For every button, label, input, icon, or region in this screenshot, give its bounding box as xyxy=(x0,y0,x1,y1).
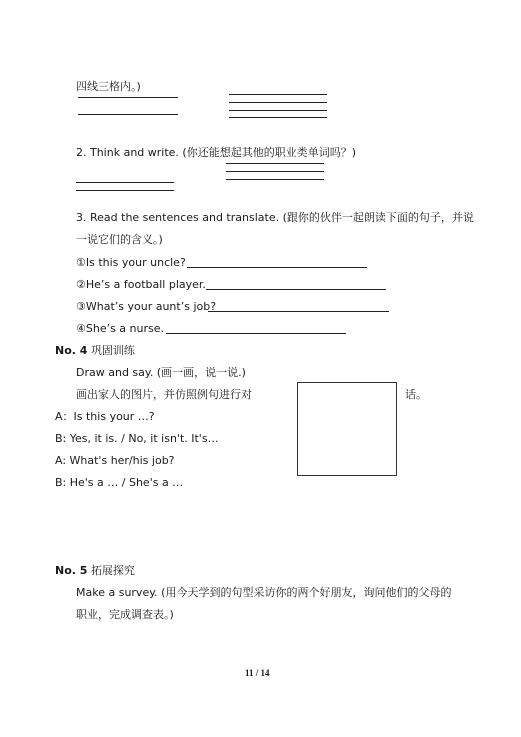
section-2-heading: 2. Think and write. (你还能想起其他的职业类单词吗？) xyxy=(76,146,356,159)
page-number: 11 / 14 xyxy=(245,668,270,678)
sentence-3: ③What’s your aunt’s job? xyxy=(76,300,217,313)
translation-line-3[interactable] xyxy=(208,311,389,312)
answer-line xyxy=(78,97,178,98)
no4-instruction: Draw and say. (画一画，说一说.) xyxy=(76,366,246,379)
sentence-2: ②He’s a football player. xyxy=(76,278,206,291)
answer-line xyxy=(76,182,174,183)
four-line-grid-line xyxy=(229,94,327,95)
sentence-1: ①Is this your uncle? xyxy=(76,256,186,269)
section-3-heading: 3. Read the sentences and translate. (跟你的伙伴一起朗读下面的句子，并说 xyxy=(76,211,474,224)
translation-line-4[interactable] xyxy=(166,333,346,334)
no5-instruction-continued: 职业，完成调查表。) xyxy=(76,608,174,621)
dialogue-line-3: A: What's her/his job? xyxy=(55,454,175,467)
answer-line xyxy=(76,190,174,191)
section-number: No. 5 xyxy=(55,564,88,577)
section-title: 拓展探究 xyxy=(90,564,135,577)
four-line-grid-line xyxy=(229,102,327,103)
no4-description-end: 话。 xyxy=(405,388,427,401)
translation-line-2[interactable] xyxy=(206,289,386,290)
translation-line-1[interactable] xyxy=(187,267,367,268)
section-no4-header xyxy=(55,344,135,358)
dialogue-line-4: B: He's a … / She's a … xyxy=(55,476,184,489)
section-title: 巩固训练 xyxy=(90,344,135,357)
four-line-grid-line xyxy=(226,171,324,172)
drawing-box[interactable] xyxy=(297,382,397,476)
section-no5-header xyxy=(55,564,135,578)
sentence-4: ④She’s a nurse. xyxy=(76,322,165,335)
answer-line xyxy=(78,114,178,115)
dialogue-line-2: B: Yes, it is. / No, it isn't. It's… xyxy=(55,432,219,445)
four-line-grid-line xyxy=(229,117,327,118)
dialogue-line-1: A：Is this your …? xyxy=(55,410,155,423)
four-line-grid-line xyxy=(229,110,327,111)
continued-instruction-text: 四线三格内。) xyxy=(76,80,141,93)
section-3-heading-continued: 一说它们的含义。) xyxy=(76,233,163,246)
no5-instruction: Make a survey. (用今天学到的句型采访你的两个好朋友，询问他们的父母的 xyxy=(76,586,452,599)
four-line-grid-line xyxy=(226,179,324,180)
no4-description: 画出家人的图片，并仿照例句进行对 xyxy=(76,388,252,401)
section-number: No. 4 xyxy=(55,344,88,357)
four-line-grid-line xyxy=(226,163,324,164)
